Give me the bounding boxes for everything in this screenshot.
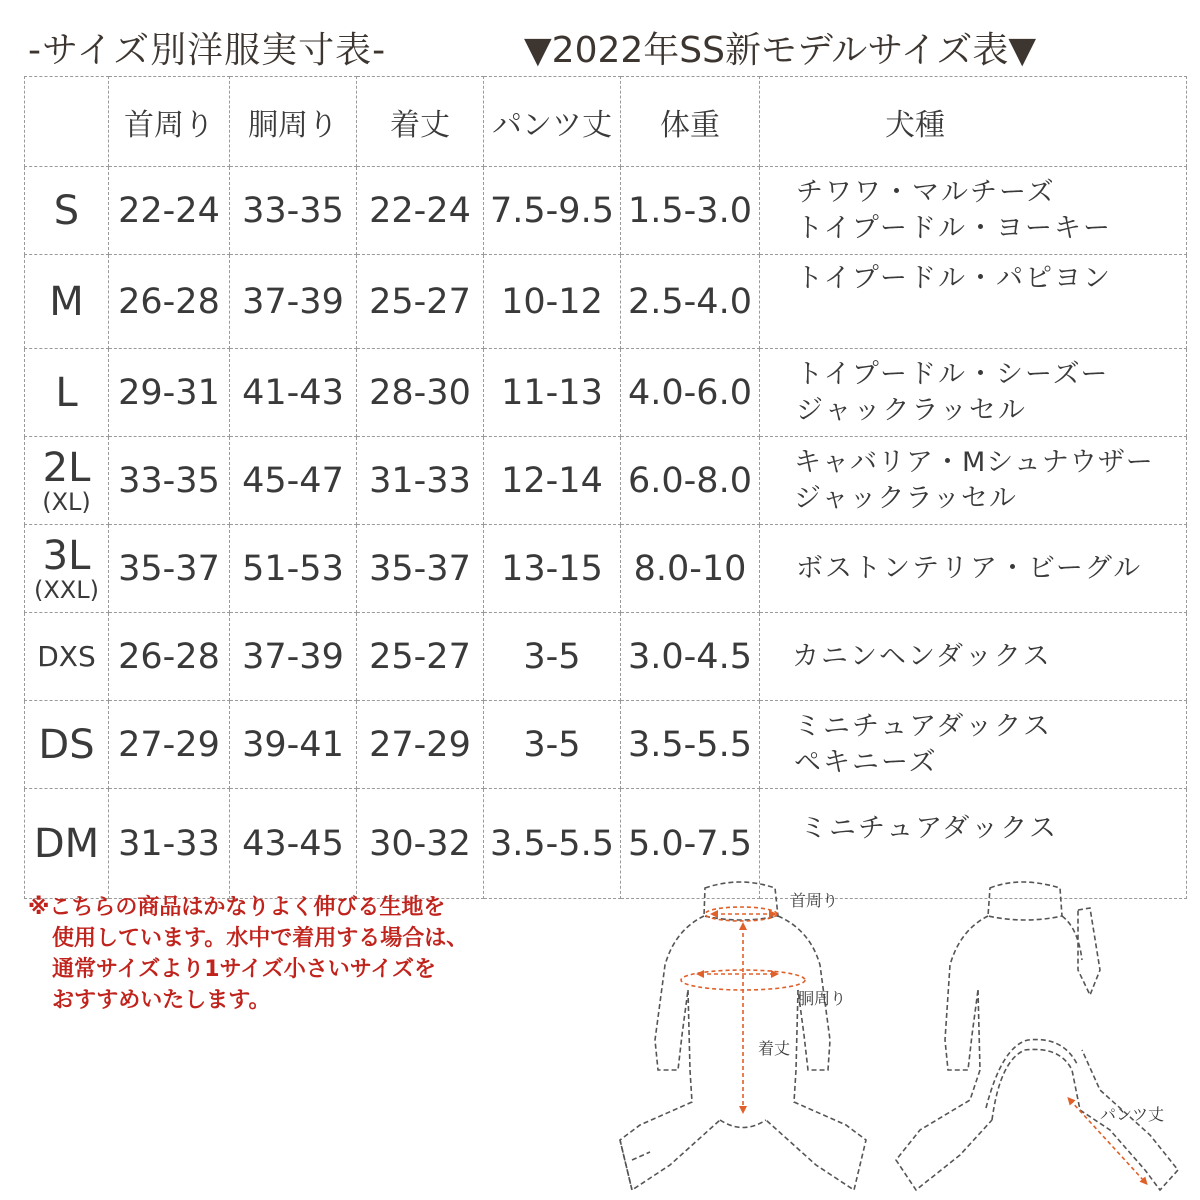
breed-line: キャバリア・Mシュナウザー: [794, 446, 1154, 478]
neck-cell: 33-35: [109, 437, 230, 525]
size-label: DXS: [37, 639, 96, 673]
neck-cell: 26-28: [109, 613, 230, 701]
weight-cell: 5.0-7.5: [621, 789, 760, 899]
garment-diagram: [600, 870, 1200, 1200]
table-header-row: [25, 77, 1187, 167]
chest-cell: 37-39: [230, 255, 357, 349]
header-length: 着丈: [357, 77, 484, 167]
care-note: [28, 892, 468, 1016]
length-cell: 28-30: [357, 349, 484, 437]
length-cell: 30-32: [357, 789, 484, 899]
chest-cell: 45-47: [230, 437, 357, 525]
breed-cell: [760, 167, 1187, 255]
neck-cell: 31-33: [109, 789, 230, 899]
weight-cell: 3.5-5.5: [621, 701, 760, 789]
pants-cell: 3.5-5.5: [484, 789, 621, 899]
breed-line: チワワ・マルチーズ: [796, 176, 1056, 208]
size-label: DS: [38, 721, 95, 768]
size-alt-label: (XXL): [34, 575, 99, 604]
breed-cell: [760, 255, 1187, 349]
table-row: [25, 437, 1187, 525]
breed-cell: [760, 437, 1187, 525]
table-row: [25, 349, 1187, 437]
table-row: [25, 525, 1187, 613]
chest-cell: 41-43: [230, 349, 357, 437]
chest-cell: 37-39: [230, 613, 357, 701]
breed-line: ジャックラッセル: [796, 394, 1027, 426]
size-label: M: [49, 278, 84, 325]
breed-line: トイプードル・ヨーキー: [796, 212, 1113, 244]
size-label: S: [53, 187, 80, 234]
pants-label: パンツ丈: [1100, 1105, 1165, 1124]
table-row: [25, 701, 1187, 789]
size-cell: [25, 525, 109, 613]
breed-cell: [760, 525, 1187, 613]
size-label: 3L: [42, 532, 91, 579]
size-cell: [25, 167, 109, 255]
size-cell: [25, 613, 109, 701]
length-cell: 22-24: [357, 167, 484, 255]
page-title-left: -サイズ別洋服実寸表-: [28, 30, 387, 71]
neck-cell: 22-24: [109, 167, 230, 255]
front-measure-lines: [681, 907, 805, 1110]
breed-cell: [760, 701, 1187, 789]
weight-cell: 3.0-4.5: [621, 613, 760, 701]
pants-cell: 10-12: [484, 255, 621, 349]
page-title-right: ▼2022年SS新モデルサイズ表▼: [524, 30, 1037, 71]
breed-line: ジャックラッセル: [794, 482, 1017, 514]
header-size: [25, 77, 109, 167]
header-chest: 胴周り: [230, 77, 357, 167]
breed-cell: [760, 613, 1187, 701]
weight-cell: 6.0-8.0: [621, 437, 760, 525]
header-neck: 首周り: [109, 77, 230, 167]
chest-cell: 39-41: [230, 701, 357, 789]
pants-cell: 3-5: [484, 613, 621, 701]
size-cell: [25, 701, 109, 789]
chest-cell: 43-45: [230, 789, 357, 899]
size-alt-label: (XL): [42, 487, 91, 516]
size-label: 2L: [42, 444, 91, 491]
back-garment-outline: [896, 882, 1178, 1190]
note-line: 使用しています。水中で着用する場合は、: [52, 926, 469, 951]
weight-cell: 4.0-6.0: [621, 349, 760, 437]
header-pants: パンツ丈: [484, 77, 621, 167]
size-table: [24, 76, 1187, 899]
size-cell: [25, 349, 109, 437]
breed-cell: [760, 349, 1187, 437]
length-cell: 25-27: [357, 255, 484, 349]
neck-cell: 35-37: [109, 525, 230, 613]
length-cell: 31-33: [357, 437, 484, 525]
length-cell: 35-37: [357, 525, 484, 613]
table-row: [25, 167, 1187, 255]
length-label: 着丈: [758, 1039, 791, 1058]
size-label: L: [55, 369, 78, 416]
neck-cell: 29-31: [109, 349, 230, 437]
breed-line: カニンヘンダックス: [792, 640, 1052, 672]
note-line: おすすめいたします。: [52, 988, 271, 1013]
breed-line: トイプードル・シーズー: [796, 358, 1110, 390]
breed-line: トイプードル・パピヨン: [796, 263, 1113, 294]
pants-cell: 7.5-9.5: [484, 167, 621, 255]
breed-line: ペキニーズ: [794, 746, 938, 778]
neck-cell: 26-28: [109, 255, 230, 349]
size-cell: [25, 255, 109, 349]
breed-line: ミニチュアダックス: [794, 710, 1053, 742]
pants-cell: 12-14: [484, 437, 621, 525]
weight-cell: 1.5-3.0: [621, 167, 760, 255]
table-row: [25, 255, 1187, 349]
size-cell: [25, 437, 109, 525]
chest-label: 胴周り: [798, 989, 847, 1008]
weight-cell: 8.0-10: [621, 525, 760, 613]
chest-cell: 51-53: [230, 525, 357, 613]
size-label: DM: [33, 820, 100, 867]
length-cell: 25-27: [357, 613, 484, 701]
length-cell: 27-29: [357, 701, 484, 789]
neck-label: 首周り: [790, 891, 839, 910]
header-breed: 犬種: [760, 77, 1187, 167]
weight-cell: 2.5-4.0: [621, 255, 760, 349]
chest-cell: 33-35: [230, 167, 357, 255]
pants-cell: 11-13: [484, 349, 621, 437]
pants-cell: 3-5: [484, 701, 621, 789]
neck-cell: 27-29: [109, 701, 230, 789]
header-weight: 体重: [621, 77, 760, 167]
size-cell: [25, 789, 109, 899]
pants-cell: 13-15: [484, 525, 621, 613]
note-line: ※こちらの商品はかなりよく伸びる生地を: [28, 895, 446, 920]
breed-line: ミニチュアダックス: [800, 813, 1059, 844]
table-row: [25, 613, 1187, 701]
breed-line: ボストンテリア・ビーグル: [796, 552, 1143, 584]
note-line: 通常サイズより1サイズ小さいサイズを: [52, 957, 437, 982]
